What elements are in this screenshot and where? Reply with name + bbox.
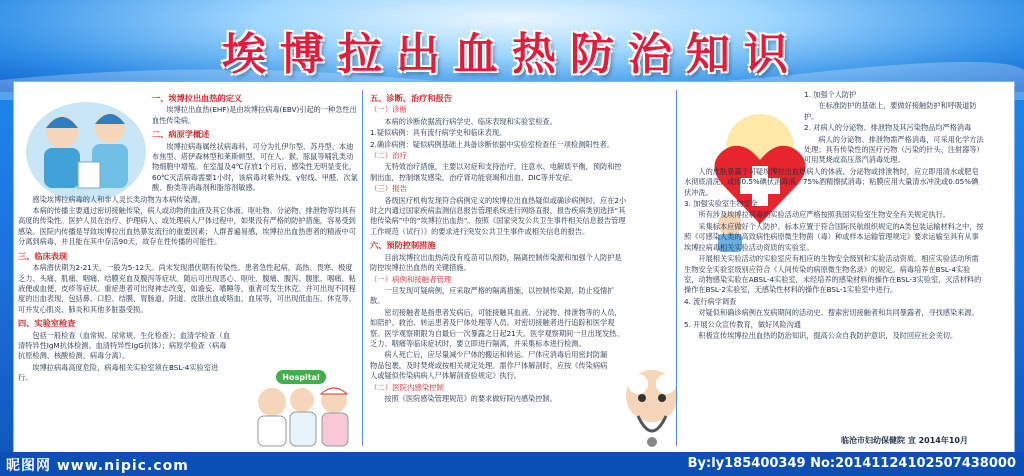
paragraph: 埃博拉病毒高度危险，病毒相关实验室须在BSL-4实验室进行。: [18, 362, 219, 383]
subheading: （一）病例和接触者管理: [370, 274, 452, 284]
paragraph: 2.确诊病例：疑似病例基础上具备诊断依据中实验室检查任一项检测阳性者。: [370, 139, 615, 149]
paragraph: 按照《医院感染管理规范》的要求做好院内感染控制。: [384, 393, 557, 403]
paragraph: 包括一般检查（血常规、尿常规、生化检查）；血清学检查（血清特异性IgM抗体检测、血清特异性IgG抗体）；病原学检查（病毒抗原检测、核酸检测、病毒分离）。: [18, 330, 231, 361]
doctor-stethoscope-illustration: [618, 356, 688, 448]
paragraph: 感染埃博拉病毒的人和非人灵长类动物为本病传染源。: [32, 194, 205, 204]
hospital-badge-text: Hospital: [282, 373, 320, 382]
column-1: [18, 90, 358, 385]
heading-prevention: 六、预防控制措施: [370, 240, 436, 251]
paragraph: 对疑似和确诊病例在发病期间的活动史、搜索密切接触者和共同暴露者，寻找感染来源。: [698, 308, 979, 318]
subheading: （一）诊断: [370, 105, 407, 115]
paragraph: 人的皮肤暴露于可疑埃博拉出血热病人的体液、分泌物或排泄物时，应立即用清水或肥皂水彻底清洗，或用0.5%碘伏消毒液、75%酒精擦拭消毒；粘膜应用大量清水冲洗或0.05%碘伏冲洗。: [684, 166, 979, 197]
paragraph: 本病潜伏期为2-21天，一般为5-12天。尚未发现潜伏期有传染性。患者急性起病，高热、畏寒、极度乏力、头痛、肌痛、咽痛、结膜充血及腹泻等症状。随后可出现恶心、呕吐、腹痛、腹泻、腹胀、咽痛、粘液便或血便，皮疹等症状。重症患者可出现神志改变，如谵妄、嗜睡等，重者可发生休克。并可出现不同程度的出血表现，包括鼻、口腔、结膜、胃肠道、阴道、皮肤出血或咯血、血尿等，可出现低血压、休克等。可并发心肌炎、肺炎和其他多脏器受损。: [18, 263, 356, 314]
subheading: （二）治疗: [370, 151, 407, 161]
paragraph: 一旦发现可疑病例，应采取严格的隔离措施，以控制传染源，防止疫情扩散。: [370, 285, 615, 306]
heading-definition: 一、埃博拉出血热的定义: [152, 93, 243, 103]
paragraph: 1. 加强个人防护: [804, 90, 857, 99]
heading-lab: 四、实验室检查: [18, 318, 76, 329]
paragraph: 2. 对病人的分泌物、排泄物及其污染物品均严格消毒: [804, 123, 972, 133]
paragraph: 目前埃博拉出血热尚没有疫苗可以预防，隔离控制传染源和加强个人防护是防控埃博拉出血热的关键措施。: [370, 252, 622, 273]
paragraph: 3. 加强实验室生物安全: [684, 199, 758, 209]
watermark-right: By:ly185400349 No:20141124102507438000: [687, 456, 1016, 471]
paragraph: 开展相关实验活动的实验室应有相应的生物安全级别和实验活动资质。相应实验活动所需生物安全实验室级别应符合《人间传染的病原微生物名录》的规定。病毒培养在BSL-4实验室，动物感染实验在ABSL-4实验室，未经培养的感染材料的操作在BSL-3实验室，灭活材料的操作在BSL-2实验室，无感染性材料的操作在BSL-1实验室中进行。: [684, 254, 982, 295]
signature: 临沧市妇幼保健院 宣 2014年10月: [841, 436, 968, 445]
paragraph: 本病的诊断依据流行病学史、临床表现和实验室检查。: [384, 116, 557, 126]
paragraph: 采集标本应做好个人防护。标本应置于符合国际民航组织规定的A类包装运输材料之中，按照《可感染人类的高致病性病原微生物菌（毒）种或样本运输管理规定》要求运输至具有从事埃博拉病毒相关实验活动资质的实验室。: [684, 221, 984, 252]
paragraph: 埃博拉病毒属丝状病毒科，可分为扎伊尔型、苏丹型、本迪布焦型、塔伊森林型和莱斯顿型。可在人、猴、豚鼠等哺乳类动物细胞中增殖。在室温及4℃存放1个月后，感染性无明显变化，60℃灭活病毒需要1小时，该病毒对紫外线、γ射线、甲醛、次氯酸、酚类等消毒剂和脂溶剂敏感。: [152, 141, 358, 193]
paragraph: 无特效治疗措施，主要以对症和支持治疗，注意水、电解质平衡，预防和控制出血，控制继发感染，治疗肾功能衰竭和出血、DIC等并发症。: [370, 162, 622, 182]
column-2: [370, 90, 628, 405]
heading-diagnosis: 五、诊断、治疗和报告: [370, 93, 452, 103]
paragraph: 各级医疗机构发现符合病例定义的埃博拉出血热疑似或确诊病例时，应在2小时之内通过国家疾病监测信息报告管理系统进行网络直报，报告疾病类别选择“其他传染病”中的“埃博拉出血热”。按照《国家突发公共卫生事件相关信息报告管理工作规范（试行）》的要求进行突发公共卫生事件或相关信息的报告。: [370, 195, 627, 236]
paragraph: 5. 开展公众宣传教育，做好风险沟通: [684, 319, 801, 329]
heading-etiology: 二、病原学概述: [152, 129, 210, 140]
column-3: [684, 90, 984, 342]
paragraph: 所有涉及埃博拉病毒的实验活动应严格按照我国实验室生物安全有关规定执行。: [698, 210, 950, 220]
paragraph: 病人的分泌物、排泄物需严格消毒，可采用化学方法处理；具有传染性的医疗污物（污染的针头、注射器等）可用焚烧或高压蒸汽消毒处理。: [804, 134, 984, 165]
subheading: （三）报告: [370, 184, 407, 194]
column-divider: [676, 90, 677, 446]
paragraph: 1.疑似病例：具有流行病学史和临床表现。: [370, 128, 507, 138]
paragraph: 病人死亡后，应尽量减少尸体的搬运和转运。尸体应消毒后用密封防漏物品包裹，及时焚烧或按相关规定处理。需作尸体解剖时，应按《传染病病人或疑似传染病病人尸体解剖查验规定》执行。: [370, 350, 608, 381]
page-title: 埃博拉出血热防治知识: [222, 29, 802, 80]
paragraph: 在标准防护的基础上，要做好接触防护和呼吸道防护。: [804, 101, 977, 121]
paragraph: 4. 流行病学调查: [684, 296, 737, 306]
paragraph: 积极宣传埃博拉出血热的防治知识，提高公众自我防护意识，及时回应社会关切。: [698, 330, 958, 340]
paragraph: 密切接触者是指患者发病后，可能接触其血液、分泌物、排泄物等的人员，如陪护、救治、转运患者及尸体处理等人员。对密切接触者进行追踪和医学观察。医学观察期限为自最后一次暴露之日起21天。医学观察期间一旦出现发热、乏力、咽痛等临床症状时，要立即进行隔离，并采集标本进行检测。: [370, 307, 624, 348]
doctors-illustration: [22, 92, 150, 202]
heading-clinical: 三、临床表现: [18, 250, 68, 261]
content-panel: [14, 82, 1014, 456]
paragraph: 本病的传播主要通过密切接触传染，病人或动物的血液及其它体液、呕吐物、分泌物、排泄物等均具有高度的传染性。医护人员在治疗、护理病人、或处理病人尸体过程中，如果没有严格的防护措施，容易受到感染。医院内传播是导致埃博拉出血热暴发流行的重要因素；人群普遍易感，埃博拉出血热患者的精液中可分离到病毒，并且能在其中存活90天，故存在性传播的可能性。: [18, 206, 356, 247]
subheading: （二）医院内感染控制: [370, 382, 444, 392]
watermark-left: 昵图网 www.nipic.com: [6, 458, 189, 474]
paragraph: 埃博拉出血热(EHF)是由埃博拉病毒(EBV)引起的一种急性出血性传染病。: [152, 105, 357, 125]
column-divider: [362, 90, 363, 446]
